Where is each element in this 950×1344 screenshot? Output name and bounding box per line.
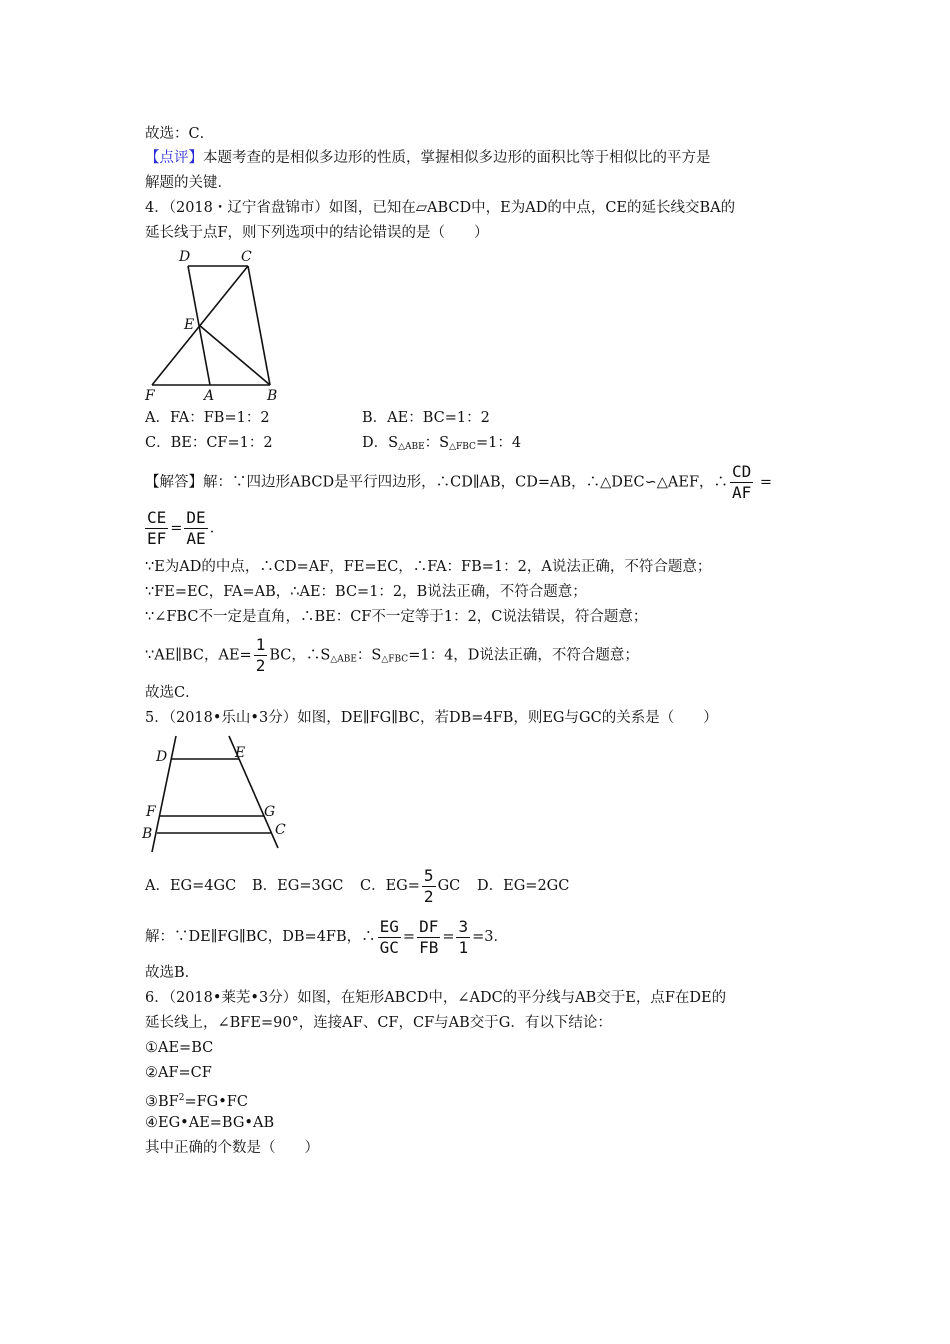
q4-solution-line-3: ∵FE=EC，FA=AB，∴AE：BC=1：2，B说法正确，不符合题意；: [145, 584, 587, 600]
q5-label-f: F: [146, 804, 156, 820]
frac-five-halves: $\frac{5}{2}$: [423, 865, 434, 906]
q4-label-c: C: [241, 249, 252, 265]
q6-conclusion-4: ④EG•AE=BG•AB: [145, 1115, 275, 1131]
q5-label-d: D: [156, 749, 168, 765]
q5-stem: 5．（2018•乐山•3分）如图，DE∥FG∥BC，若DB=4FB，则EG与GC的关系是（ ）: [145, 710, 718, 726]
comment-text-1: 本题考查的是相似多边形的性质，掌握相似多边形的面积比等于相似比的平方是: [203, 150, 711, 166]
frac-three-one: $\frac{3}{1}$: [458, 916, 469, 957]
q4-label-b: B: [267, 388, 278, 404]
q4-solution-text-1: 解：∵四边形ABCD是平行四边形，∴CD∥AB，CD=AB，∴△DEC∽△AEF，∴: [203, 474, 729, 491]
q4-solution-line-fracs: $\frac{CE}{EF}$ = $\frac{DE}{AE}$ ．: [147, 508, 225, 548]
q4-figure: [140, 245, 290, 405]
q4-solution-line-4: ∵∠FBC不一定是直角，∴BE：CF不一定等于1：2，C说法错误，符合题意；: [145, 609, 648, 625]
q5-option-d: D．EG=2GC: [477, 878, 570, 894]
q5-label-c: C: [275, 822, 286, 838]
answer-q5: 故选B．: [145, 965, 200, 981]
q4-label-e: E: [184, 317, 195, 333]
answer-q3: 故选：C．: [145, 126, 215, 142]
q4-solution-line-5: ∵AE∥BC，AE= $\frac{1}{2}$ BC，$\therefore S_{\triangle ABE}$：$S_{\triangle FBC}=1$：4，D说法正确，不符合题意；: [145, 635, 639, 675]
frac-df-fb: $\frac{DF}{FB}$: [419, 916, 439, 957]
q5-option-b: B．EG=3GC: [252, 878, 344, 894]
q5-figure: [138, 730, 298, 860]
q5-solution: 解：∵DE∥FG∥BC，DB=4FB，∴ $\frac{EG}{GC}$ = $\frac{DF}{FB}$ = $\frac{3}{1}$ =3．: [145, 916, 508, 957]
q4-figure-lines: [152, 266, 270, 385]
frac-eg-gc: $\frac{EG}{GC}$: [379, 916, 399, 957]
q5-figure-lines: [152, 736, 278, 852]
q4-stem-1: 4．（2018・辽宁省盘锦市）如图，已知在▱ABCD中，E为AD的中点，CE的延长线交BA的: [145, 200, 736, 216]
q5-label-b: B: [142, 826, 153, 842]
answer-q4: 故选C．: [145, 685, 200, 701]
q4-option-a: A．FA：FB=1：2: [145, 410, 270, 426]
frac-ce-ef: $\frac{CE}{EF}$: [147, 508, 167, 548]
equals-sign: =: [759, 474, 773, 491]
q4-solution-line-1: [145, 462, 772, 503]
comment-tag: 【点评】: [145, 150, 203, 166]
frac-cd-af: $\frac{CD}{AF}$: [732, 462, 752, 502]
q6-conclusion-2: ②AF=CF: [145, 1065, 212, 1081]
q6-conclusion-3: $③BF^2=FG•FC$: [145, 1093, 248, 1110]
q4-label-f: F: [145, 388, 155, 404]
solution-tag: 【解答】: [145, 474, 203, 491]
q5-option-c: C．EG= $\frac{5}{2}$ GC: [360, 865, 461, 906]
q6-stem-2: 延长线上，∠BFE=90°，连接AF、CF，CF与AB交于G．有以下结论：: [145, 1015, 612, 1031]
q4-option-b: B．AE：BC=1：2: [362, 410, 490, 426]
frac-de-ae: $\frac{DE}{AE}$: [186, 508, 206, 548]
q4-option-d: D．$S_{\triangle ABE}$：$S_{\triangle FBC}=1$：4: [362, 435, 522, 452]
q4-stem-2: 延长线于点F，则下列选项中的结论错误的是（ ）: [145, 225, 489, 241]
q4-option-c: C．BE：CF=1：2: [145, 435, 273, 451]
q4-label-d: D: [179, 249, 191, 265]
q4-solution-line-2: ∵E为AD的中点，∴CD=AF，FE=EC，∴FA：FB=1：2，A说法正确，不符合题意；: [145, 559, 712, 575]
q6-stem-1: 6．（2018•莱芜•3分）如图，在矩形ABCD中，∠ADC的平分线与AB交于E，点F在DE的: [145, 990, 727, 1006]
frac-half: $\frac{1}{2}$: [255, 635, 266, 675]
q6-question: 其中正确的个数是（ ）: [145, 1140, 319, 1156]
q5-option-a: A．EG=4GC: [145, 878, 237, 894]
q5-label-e: E: [235, 745, 246, 761]
q5-label-g: G: [264, 804, 276, 820]
q4-label-a: A: [204, 388, 215, 404]
q6-conclusion-1: ①AE=BC: [145, 1040, 214, 1056]
comment-line-2: 解题的关键．: [145, 175, 232, 191]
comment-line-1: [145, 148, 711, 168]
